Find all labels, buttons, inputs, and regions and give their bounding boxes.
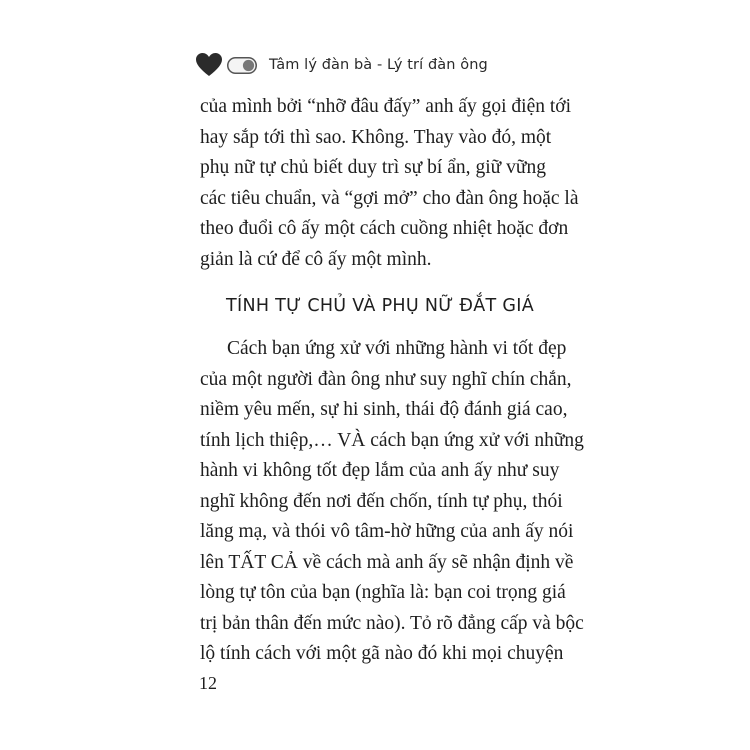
text-line: lộ tính cách với một gã nào đó khi mọi chuyện [200,643,564,664]
text-line: lăng mạ, và thói vô tâm-hờ hững của anh ấy nói [200,521,574,542]
section-heading: TÍNH TỰ CHỦ VÀ PHỤ NỮ ĐẮT GIÁ [226,296,534,316]
text-line: tính lịch thiệp,… VÀ cách bạn ứng xử với những [200,429,584,451]
text-line: giản là cứ để cô ấy một mình. [200,248,432,270]
paragraph-continued [200,92,579,275]
text-line: lên TẤT CẢ về cách mà anh ấy sẽ nhận định về [200,551,574,573]
text-line: của mình bởi “nhỡ đâu đấy” anh ấy gọi điện tới [200,96,572,117]
page-number: 12 [199,673,217,693]
text-line: của một người đàn ông như suy nghĩ chín chắn, [200,368,572,390]
text-line: nghĩ không đến nơi đến chốn, tính tự phụ, thói [200,490,563,512]
running-header-title: Tâm lý đàn bà - Lý trí đàn ông [269,57,488,73]
text-line: phụ nữ tự chủ biết duy trì sự bí ẩn, giữ vững [200,157,546,178]
text-line: Cách bạn ứng xử với những hành vi tốt đẹp [227,338,567,359]
text-line: trị bản thân đến mức nào). Tỏ rõ đẳng cấp và bộc [200,612,584,634]
text-line: hay sắp tới thì sao. Không. Thay vào đó, một [200,126,552,148]
text-line: theo đuổi cô ấy một cách cuồng nhiệt hoặc đơn [200,218,569,239]
text-line: các tiêu chuẩn, và “gợi mở” cho đàn ông hoặc là [200,187,579,209]
text-line: niềm yêu mến, sự hi sinh, thái độ đánh giá cao, [200,399,568,420]
running-header [196,50,488,80]
paragraph-section [200,334,584,670]
text-line: lòng tự tôn của bạn (nghĩa là: bạn coi trọng giá [200,582,566,603]
heart-icon [196,53,222,77]
text-line: hành vi không tốt đẹp lắm của anh ấy như suy [200,460,560,481]
toggle-icon [227,57,257,74]
